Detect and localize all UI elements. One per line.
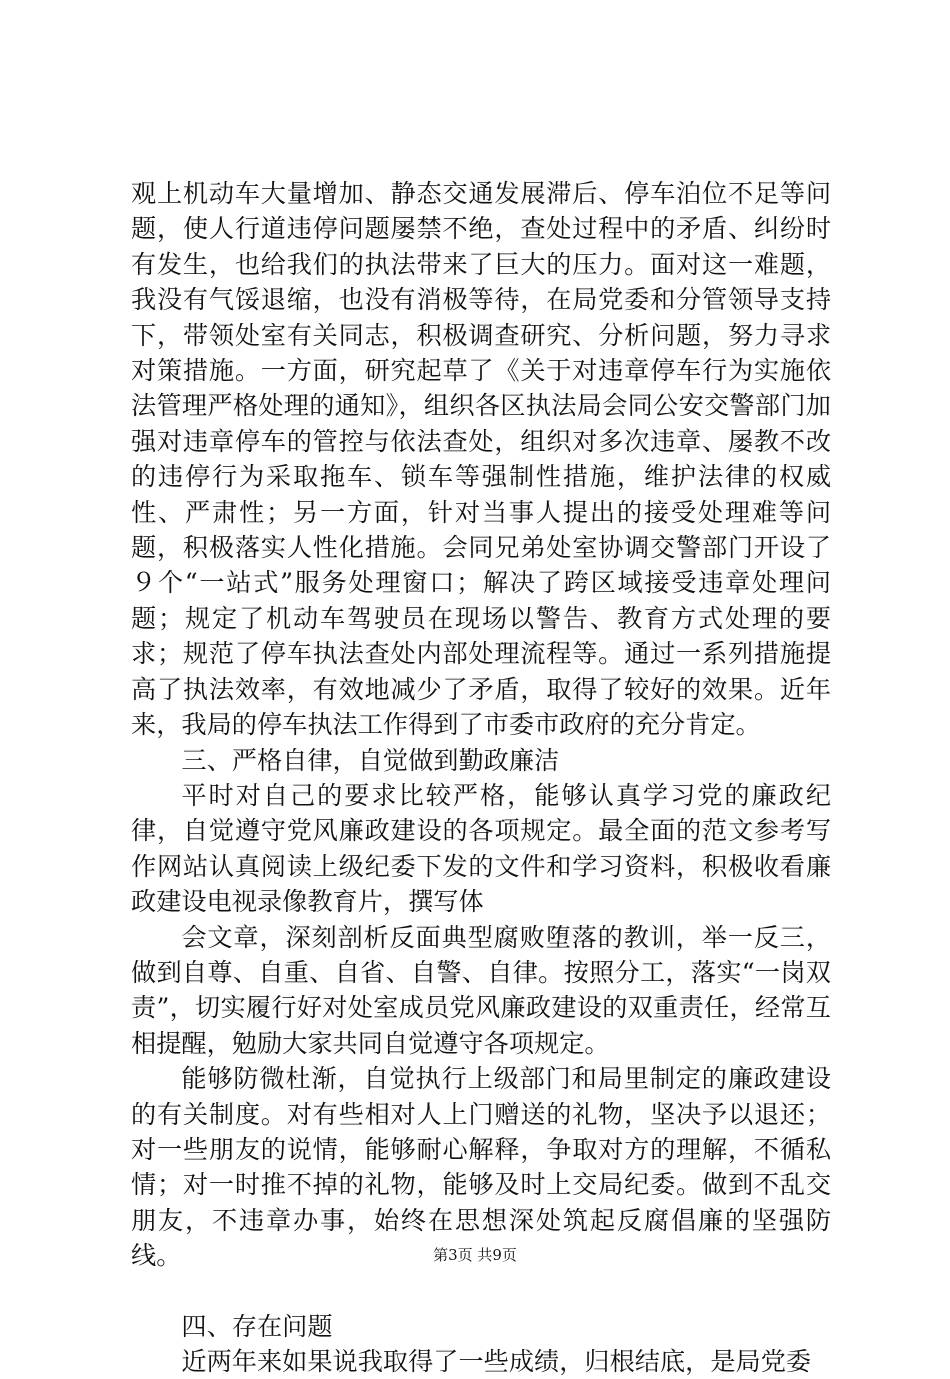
section-heading-problems: 四、存在问题: [181, 1311, 333, 1341]
section-heading-self-discipline: 三、严格自律，自觉做到勤政廉洁: [181, 745, 560, 775]
page-number-footer: 第3页 共9页: [433, 1246, 517, 1264]
document-body: [131, 176, 831, 1379]
blank-line: [131, 1274, 831, 1309]
paragraph-reflection-article: 会文章，深刻剖析反面典型腐败堕落的教训，举一反三，做到自尊、自重、自省、自警、自律。按照分工，落实“一岗双责”，切实履行好对处室成员党风廉政建设的双重责任，经常互相提醒，勉励大家共同自觉遵守各项规定。: [131, 922, 831, 1058]
paragraph-continuation: 观上机动车大量增加、静态交通发展滞后、停车泊位不足等问题，使人行道违停问题屡禁不绝，查处过程中的矛盾、纠纷时有发生，也给我们的执法带来了巨大的压力。面对这一难题，我没有气馁退缩，也没有消极等待，在局党委和分管领导支持下，带领处室有关同志，积极调查研究、分析问题，努力寻求对策措施。一方面，研究起草了《关于对违章停车行为实施依法管理严格处理的通知》，组织各区执法局会同公安交警部门加强对违章停车的管控与依法查处，组织对多次违章、屡教不改的违停行为采取拖车、锁车等强制性措施，维护法律的权威性、严肃性；另一方面，针对当事人提出的接受处理难等问题，积极落实人性化措施。会同兄弟处室协调交警部门开设了９个“一站式”服务处理窗口；解决了跨区域接受违章处理问题；规定了机动车驾驶员在现场以警告、教育方式处理的要求；规范了停车执法查处内部处理流程等。通过一系列措施提高了执法效率，有效地减少了矛盾，取得了较好的效果。近年来，我局的停车执法工作得到了市委市政府的充分肯定。: [131, 179, 831, 740]
paragraph-achievements: 近两年来如果说我取得了一些成绩，归根结底，是局党委: [181, 1347, 812, 1376]
paragraph-prevention: 能够防微杜渐，自觉执行上级部门和局里制定的廉政建设的有关制度。对有些相对人上门赠送的礼物，坚决予以退还；对一些朋友的说情，能够耐心解释，争取对方的理解，不循私情；对一时推不掉的礼物，能够及时上交局纪委。做到不乱交朋友，不违章办事，始终在思想深处筑起反腐倡廉的坚强防线。: [131, 1064, 831, 1271]
paragraph-strict-requirements: 平时对自己的要求比较严格，能够认真学习党的廉政纪律，自觉遵守党风廉政建设的各项规定。最全面的范文参考写作网站认真阅读上级纪委下发的文件和学习资料，积极收看廉政建设电视录像教育片，撰写体: [131, 780, 831, 917]
